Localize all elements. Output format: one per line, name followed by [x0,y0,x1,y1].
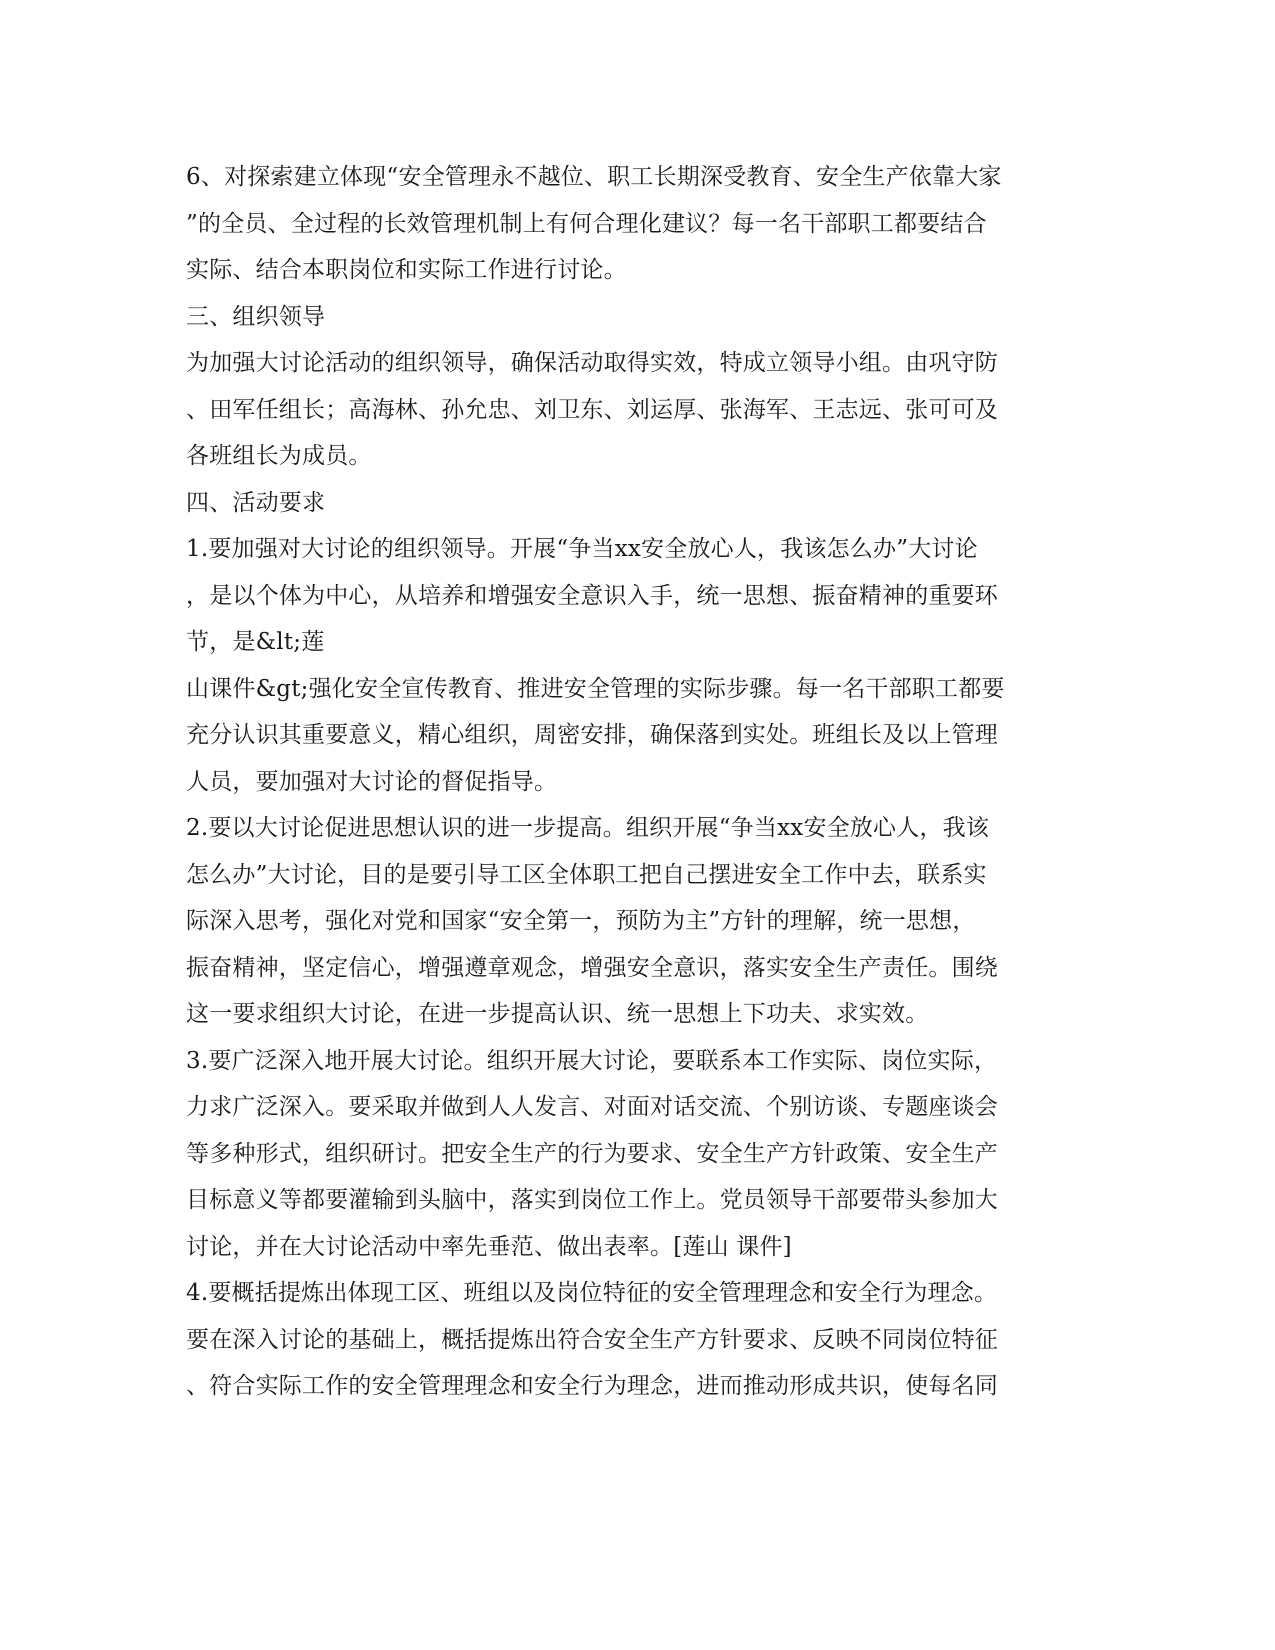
text-line: 际深入思考，强化对党和国家“安全第一，预防为主”方针的理解，统一思想， [186,908,976,934]
text-line: 振奋精神，坚定信心，增强遵章观念，增强安全意识，落实安全生产责任。围绕 [186,954,998,981]
text-line: 、符合实际工作的安全管理理念和安全行为理念，进而推动形成共识，使每名同 [186,1373,998,1399]
text-line: 这一要求组织大讨论，在进一步提高认识、统一思想上下功夫、求实效。 [186,1001,929,1027]
text-line: 实际、结合本职岗位和实际工作进行讨论。 [186,257,627,283]
text-line: 目标意义等都要灌输到头脑中，落实到岗位工作上。党员领导干部要带头参加大 [186,1187,998,1213]
section-heading: 三、组织领导 [186,303,326,330]
text-line: ，是以个体为中心，从培养和增强安全意识入手，统一思想、振奋精神的重要环 [186,582,998,609]
text-line: 1.要加强对大讨论的组织领导。开展“争当xx安全放心人，我该怎么办”大讨论 [186,536,978,562]
text-line: 、田军任组长；高海林、孙允忠、刘卫东、刘运厚、张海军、王志远、张可可及 [186,396,998,423]
section-heading: 四、活动要求 [186,489,326,516]
text-line: ”的全员、全过程的长效管理机制上有何合理化建议？每一名干部职工都要结合 [186,210,987,237]
text-line: 要在深入讨论的基础上，概括提炼出符合安全生产方针要求、反映不同岗位特征 [186,1326,998,1353]
text-line: 4.要概括提炼出体现工区、班组以及岗位特征的安全管理理念和安全行为理念。 [186,1280,998,1306]
text-line: 6、对探索建立体现“安全管理永不越位、职工长期深受教育、安全生产依靠大家 [186,164,1002,190]
text-line: 节，是&lt;莲 [186,629,325,655]
text-line: 3.要广泛深入地开展大讨论。组织开展大讨论，要联系本工作实际、岗位实际， [186,1047,998,1074]
text-line: 各班组长为成员。 [186,443,372,469]
text-line: 2.要以大讨论促进思想认识的进一步提高。组织开展“争当xx安全放心人，我该 [186,815,990,841]
text-line: 充分认识其重要意义，精心组织，周密安排，确保落到实处。班组长及以上管理 [186,722,998,748]
text-line: 等多种形式，组织研讨。把安全生产的行为要求、安全生产方针政策、安全生产 [186,1140,998,1167]
document-body [186,154,1046,1410]
text-line: 山课件&gt;强化安全宣传教育、推进安全管理的实际步骤。每一名干部职工都要 [186,675,1005,702]
text-line: 讨论，并在大讨论活动中率先垂范、做出表率。[莲山 课件] [186,1233,792,1260]
text-line: 力求广泛深入。要采取并做到人人发言、对面对话交流、个别访谈、专题座谈会 [186,1094,998,1120]
text-line: 为加强大讨论活动的组织领导，确保活动取得实效，特成立领导小组。由巩守防 [186,350,998,376]
text-line: 人员，要加强对大讨论的督促指导。 [186,768,558,795]
text-line: 怎么办”大讨论，目的是要引导工区全体职工把自己摆进安全工作中去，联系实 [186,861,987,888]
